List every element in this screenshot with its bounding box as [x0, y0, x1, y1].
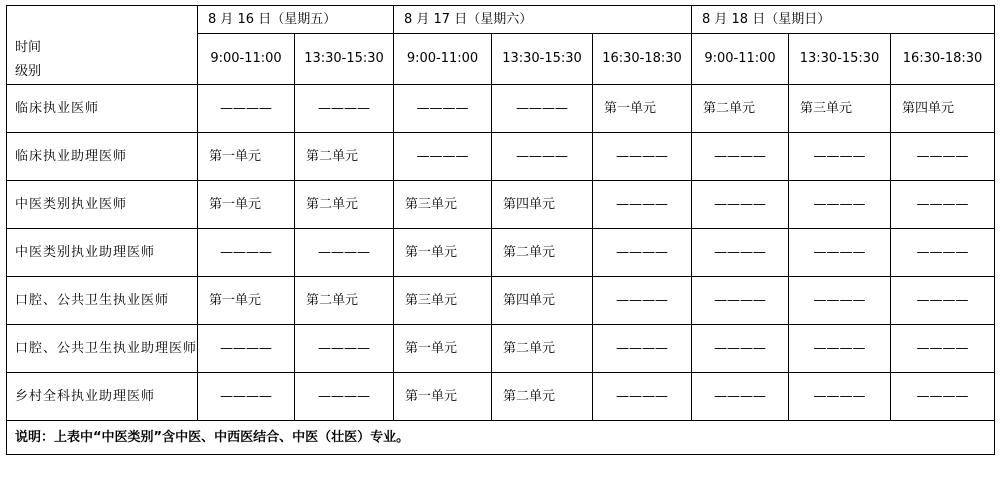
schedule-cell: ————: [692, 373, 789, 421]
schedule-cell: 第一单元: [394, 229, 492, 277]
schedule-cell: ————: [198, 85, 295, 133]
schedule-cell: ————: [692, 229, 789, 277]
schedule-cell: ————: [593, 373, 692, 421]
schedule-cell: ————: [593, 229, 692, 277]
time-slot-header: 16:30-18:30: [891, 34, 995, 85]
schedule-cell: 第二单元: [295, 181, 394, 229]
schedule-cell: ————: [891, 373, 995, 421]
schedule-cell: ————: [492, 85, 593, 133]
table-row: [7, 133, 995, 181]
time-slot-header: 13:30-15:30: [789, 34, 891, 85]
table-row: [7, 373, 995, 421]
schedule-cell: 第二单元: [295, 277, 394, 325]
schedule-cell: ————: [789, 229, 891, 277]
schedule-cell: ————: [593, 181, 692, 229]
schedule-cell: ————: [692, 181, 789, 229]
date-header-aug17: 8 月 17 日（星期六）: [394, 6, 692, 34]
table-row: [7, 277, 995, 325]
schedule-cell: ————: [198, 373, 295, 421]
level-label: 乡村全科执业助理医师: [7, 373, 198, 421]
schedule-cell: 第四单元: [492, 277, 593, 325]
schedule-cell: 第二单元: [295, 133, 394, 181]
time-slot-header: 13:30-15:30: [492, 34, 593, 85]
schedule-cell: 第一单元: [593, 85, 692, 133]
schedule-cell: ————: [789, 325, 891, 373]
schedule-cell: ————: [593, 133, 692, 181]
schedule-cell: ————: [789, 373, 891, 421]
table-row: [7, 85, 995, 133]
schedule-cell: ————: [692, 277, 789, 325]
schedule-cell: ————: [692, 325, 789, 373]
schedule-cell: ————: [593, 325, 692, 373]
schedule-cell: ————: [593, 277, 692, 325]
schedule-cell: 第二单元: [492, 325, 593, 373]
schedule-cell: 第三单元: [394, 181, 492, 229]
time-slot-header: 16:30-18:30: [593, 34, 692, 85]
level-label: 临床执业医师: [7, 85, 198, 133]
date-header-row: [7, 6, 995, 34]
time-slot-header: 13:30-15:30: [295, 34, 394, 85]
schedule-cell: 第一单元: [198, 133, 295, 181]
level-label: 口腔、公共卫生执业助理医师: [7, 325, 198, 373]
schedule-cell: ————: [891, 277, 995, 325]
schedule-cell: ————: [394, 85, 492, 133]
schedule-cell: ————: [295, 229, 394, 277]
schedule-cell: ————: [198, 325, 295, 373]
level-label: 中医类别执业助理医师: [7, 229, 198, 277]
time-slot-header: 9:00-11:00: [198, 34, 295, 85]
schedule-cell: ————: [492, 133, 593, 181]
date-header-aug16: 8 月 16 日（星期五）: [198, 6, 394, 34]
schedule-cell: 第二单元: [492, 373, 593, 421]
table-row: [7, 229, 995, 277]
schedule-cell: 第一单元: [394, 325, 492, 373]
schedule-cell: 第四单元: [492, 181, 593, 229]
schedule-cell: ————: [891, 229, 995, 277]
schedule-cell: ————: [295, 325, 394, 373]
corner-header-cell: [7, 6, 198, 85]
schedule-cell: ————: [394, 133, 492, 181]
schedule-cell: ————: [198, 229, 295, 277]
schedule-cell: 第一单元: [198, 181, 295, 229]
schedule-cell: ————: [692, 133, 789, 181]
schedule-cell: ————: [891, 133, 995, 181]
schedule-cell: ————: [891, 325, 995, 373]
schedule-cell: ————: [295, 373, 394, 421]
level-label: 口腔、公共卫生执业医师: [7, 277, 198, 325]
time-axis-label: 时间: [15, 40, 42, 55]
schedule-cell: ————: [789, 181, 891, 229]
table-row: [7, 181, 995, 229]
schedule-cell: 第二单元: [692, 85, 789, 133]
date-header-aug18: 8 月 18 日（星期日）: [692, 6, 995, 34]
time-slot-header: 9:00-11:00: [394, 34, 492, 85]
schedule-cell: ————: [891, 181, 995, 229]
schedule-cell: 第一单元: [198, 277, 295, 325]
schedule-cell: ————: [295, 85, 394, 133]
exam-schedule-table: [6, 5, 995, 455]
level-axis-label: 级别: [15, 64, 42, 79]
level-label: 中医类别执业医师: [7, 181, 198, 229]
schedule-cell: 第三单元: [394, 277, 492, 325]
table-row: [7, 325, 995, 373]
schedule-cell: 第二单元: [492, 229, 593, 277]
schedule-cell: ————: [789, 277, 891, 325]
note-row: [7, 421, 995, 455]
schedule-cell: ————: [789, 133, 891, 181]
level-label: 临床执业助理医师: [7, 133, 198, 181]
schedule-cell: 第四单元: [891, 85, 995, 133]
schedule-cell: 第三单元: [789, 85, 891, 133]
schedule-cell: 第一单元: [394, 373, 492, 421]
table-note: 说明：上表中“中医类别”含中医、中西医结合、中医（壮医）专业。: [7, 421, 995, 455]
time-slot-header: 9:00-11:00: [692, 34, 789, 85]
